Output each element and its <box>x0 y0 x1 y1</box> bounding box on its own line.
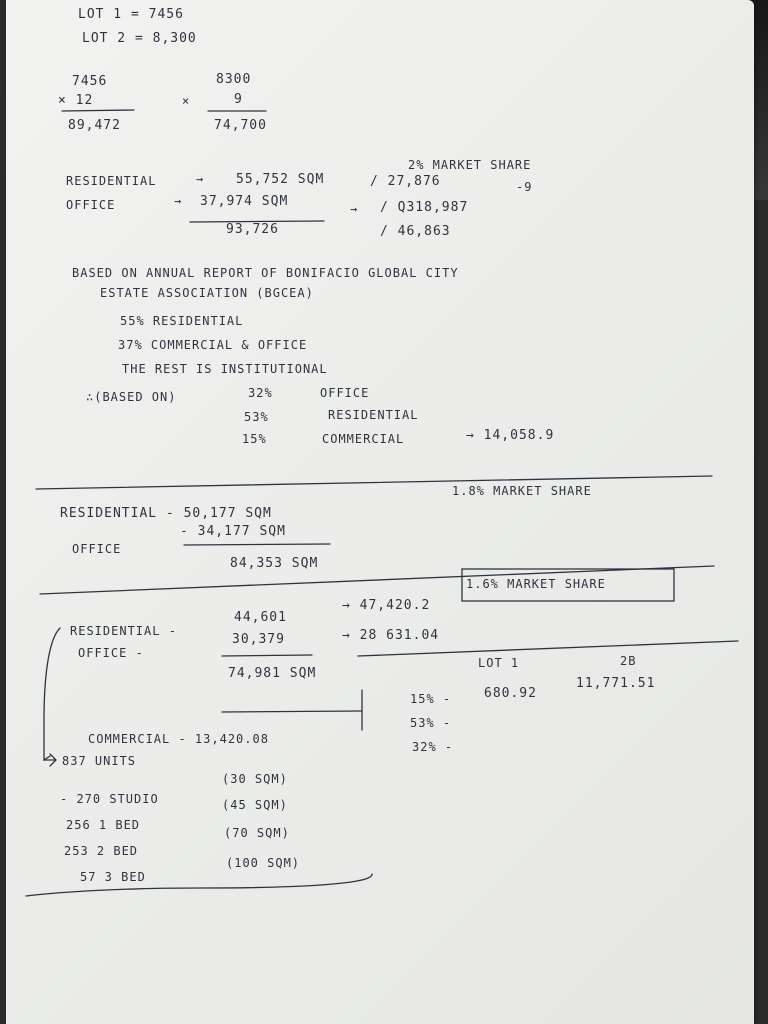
report-p2: 37% COMMERCIAL & OFFICE <box>118 338 308 352</box>
block3-lot1-header: LOT 1 <box>478 656 520 670</box>
block3-sum-line <box>222 655 312 656</box>
commercial-underline <box>222 711 362 712</box>
block1-off-label: OFFICE <box>66 198 116 212</box>
block3-row1-pct: 15% - <box>410 692 452 706</box>
block1-res-value: 55,752 SQM <box>236 172 325 187</box>
block3-lot2-header: 2B <box>620 654 637 668</box>
calc-b-mult: 9 <box>234 92 243 107</box>
section-divider-1 <box>36 476 712 489</box>
calc-a-mult: × 12 <box>58 93 94 108</box>
report-based-on: ∴(BASED ON) <box>86 390 177 404</box>
report-line1: BASED ON ANNUAL REPORT OF BONIFACIO GLOBAL CITY <box>72 266 459 280</box>
report-r2-label: RESIDENTIAL <box>328 408 419 422</box>
lot1-line: LOT 1 = 7456 <box>78 7 184 22</box>
block1-off-arrow: → <box>174 194 183 208</box>
section-divider-3 <box>358 641 738 656</box>
block1-res-label: RESIDENTIAL <box>66 174 157 188</box>
block3-row1-lot1: 680.92 <box>484 686 537 701</box>
unit-row-3bed: 57 3 BED <box>80 870 146 884</box>
block1-total-share: / 46,863 <box>380 224 451 239</box>
unit-row-studio: - 270 STUDIO <box>60 792 159 806</box>
calc-b-result: 74,700 <box>214 118 267 133</box>
block1-res-arrow: → <box>196 172 205 186</box>
unit-row-1bed-size: (45 SQM) <box>222 798 288 812</box>
block1-share-label: 2% MARKET SHARE <box>408 158 532 172</box>
block3-total: 74,981 SQM <box>228 666 317 681</box>
block2-off-label: OFFICE <box>72 542 122 556</box>
calc-a-underline <box>62 110 134 111</box>
block1-res-share: / 27,876 <box>370 174 441 189</box>
unit-row-1bed: 256 1 BED <box>66 818 141 832</box>
unit-row-studio-size: (30 SQM) <box>222 772 288 786</box>
report-r1-pct: 32% <box>248 386 273 400</box>
unit-row-2bed: 253 2 BED <box>64 844 139 858</box>
calc-a-result: 89,472 <box>68 118 121 133</box>
block2-off-value: - 34,177 SQM <box>180 524 286 539</box>
block3-off-value: 30,379 <box>232 632 285 647</box>
report-r3-label: COMMERCIAL <box>322 432 405 446</box>
report-r2-pct: 53% <box>244 410 269 424</box>
block2-res: RESIDENTIAL - 50,177 SQM <box>60 506 272 521</box>
block3-row1-lot2: 11,771.51 <box>576 676 656 691</box>
unit-row-3bed-size: (100 SQM) <box>226 856 301 870</box>
block1-total: 93,726 <box>226 222 279 237</box>
report-line2: ESTATE ASSOCIATION (BGCEA) <box>100 286 314 300</box>
block2-share-label: 1.8% MARKET SHARE <box>452 484 592 498</box>
report-p1: 55% RESIDENTIAL <box>120 314 244 328</box>
block1-off-value: 37,974 SQM <box>200 194 289 209</box>
calc-a-top: 7456 <box>72 74 108 89</box>
block1-side-note: -9 <box>516 180 533 194</box>
block3-row3-pct: 32% - <box>412 740 454 754</box>
bottom-bracket <box>26 874 372 896</box>
block1-off-share: / Q318,987 <box>380 200 469 215</box>
section-divider-2 <box>40 566 714 594</box>
report-p3: THE REST IS INSTITUTIONAL <box>122 362 328 376</box>
block3-res-label: RESIDENTIAL - <box>70 624 177 638</box>
block3-off-arrow: → 28 631.04 <box>342 628 440 643</box>
block3-share-label: 1.6% MARKET SHARE <box>466 577 606 591</box>
block3-off-label: OFFICE - <box>78 646 144 660</box>
lot2-line: LOT 2 = 8,300 <box>82 31 197 46</box>
block3-row2-pct: 53% - <box>410 716 452 730</box>
report-r1-label: OFFICE <box>320 386 370 400</box>
block3-res-arrow: → 47,420.2 <box>342 598 431 613</box>
unit-row-2bed-size: (70 SQM) <box>224 826 290 840</box>
units-bracket <box>44 628 60 760</box>
calc-b-top: 8300 <box>216 72 252 87</box>
block2-sum-line <box>184 544 330 545</box>
block2-total: 84,353 SQM <box>230 556 319 571</box>
block3-units: 837 UNITS <box>62 754 137 768</box>
calc-b-x: × <box>182 94 191 108</box>
block1-off-arrow2: → <box>350 202 359 216</box>
report-r3-value: → 14,058.9 <box>466 428 555 443</box>
report-r3-pct: 15% <box>242 432 267 446</box>
block3-commercial: COMMERCIAL - 13,420.08 <box>88 732 269 746</box>
block3-res-value: 44,601 <box>234 610 287 625</box>
